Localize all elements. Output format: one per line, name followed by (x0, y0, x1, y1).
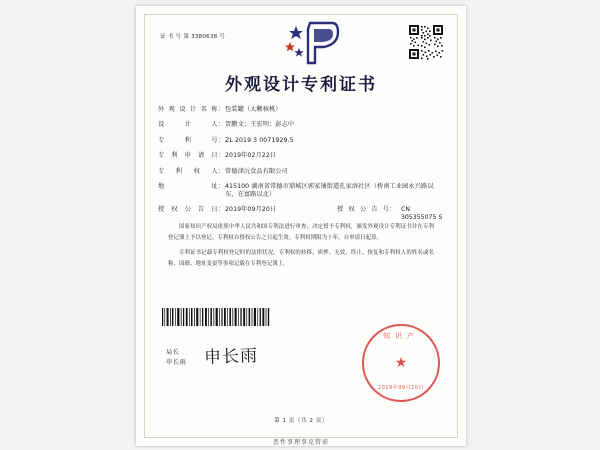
field-value: 2019年02月22日 (225, 152, 277, 160)
field-row-grant (158, 206, 446, 221)
field-colon: ： (218, 206, 225, 214)
field-value: ZL 2019 3 0071929.5 (225, 136, 294, 144)
field-label-grant-date: 授权公告日 (158, 206, 218, 214)
field-label: 设 计 人 (158, 121, 218, 129)
field-row (158, 168, 446, 175)
field-colon: ： (389, 206, 396, 214)
field-row (158, 106, 446, 113)
patent-office-emblem-icon (284, 20, 340, 66)
field-row (158, 152, 446, 159)
seal-star-icon: ★ (394, 355, 408, 371)
field-value: 415100 湖南省常德市鼎城区郭家铺街道孔家溶社区（桥南工业园永兴路以东，在富路以北） (225, 183, 434, 198)
certificate-number-label: 证 书 号 第 (160, 34, 190, 40)
footer-note: 恶性事理事克管前 (272, 439, 329, 446)
field-row (158, 137, 446, 144)
field-label: 专 利 号 (158, 136, 218, 144)
certificate-number-value: 3380638 号 (191, 34, 226, 40)
field-colon: ： (218, 121, 225, 129)
field-colon: ： (218, 136, 225, 144)
page-number: 第 1 页（共 2 页） (274, 418, 328, 424)
field-label: 专 利 权 人 (158, 167, 218, 175)
field-value: 包装罐（大颗核桃） (225, 106, 282, 113)
seal-text-top: 知识产 (383, 332, 419, 340)
signature-label-line1: 局长 (166, 349, 180, 356)
signature-label-line2: 申长雨 (166, 358, 187, 366)
field-label: 外观设计名称 (158, 106, 218, 113)
field-colon: ： (218, 167, 225, 175)
field-value: 贺鹏文；王宏明；彭志中 (225, 121, 295, 129)
field-label-grant-number: 授权公告号 (337, 206, 389, 214)
legal-paragraph: 专利证书记载专利权登记时的法律状况。专利权的转移、质押、无效、终止、恢复和专利权人的姓名或名称、国籍、地址变更等事项记载在专利登记簿上。 (168, 250, 434, 267)
signature-label (166, 348, 186, 367)
certificate-number (160, 32, 225, 40)
certificate-sheet (136, 6, 466, 446)
field-row (158, 121, 446, 128)
seal-date: 2019年09月20日 (378, 385, 424, 391)
document-title: 外观设计专利证书 (225, 75, 377, 95)
field-colon: ： (218, 106, 225, 113)
field-label: 地 址 (158, 183, 218, 191)
field-value-grant-date: 2019年09月20日 (225, 206, 277, 214)
field-value: 常德津沅食品有限公司 (225, 167, 288, 175)
barcode (162, 308, 270, 326)
legal-text (168, 222, 434, 274)
official-seal (362, 324, 440, 402)
field-colon: ： (218, 152, 225, 160)
field-colon: ： (218, 183, 225, 191)
qr-code (408, 24, 444, 60)
field-value-grant-number: CN 305355075 S (401, 206, 443, 221)
signature-handwriting: 申长雨 (203, 346, 259, 368)
field-row-address (158, 183, 446, 198)
field-list (158, 106, 446, 229)
field-label: 专利申请日 (158, 152, 218, 160)
legal-paragraph: 国家知识产权局依照中华人民共和国专利法进行审查，决定授予专利权，颁发外观设计专利证书并在专利登记簿上予以登记。专利权自授权公告之日起生效。专利权期限为十年，自申请日起算。 (168, 224, 434, 241)
